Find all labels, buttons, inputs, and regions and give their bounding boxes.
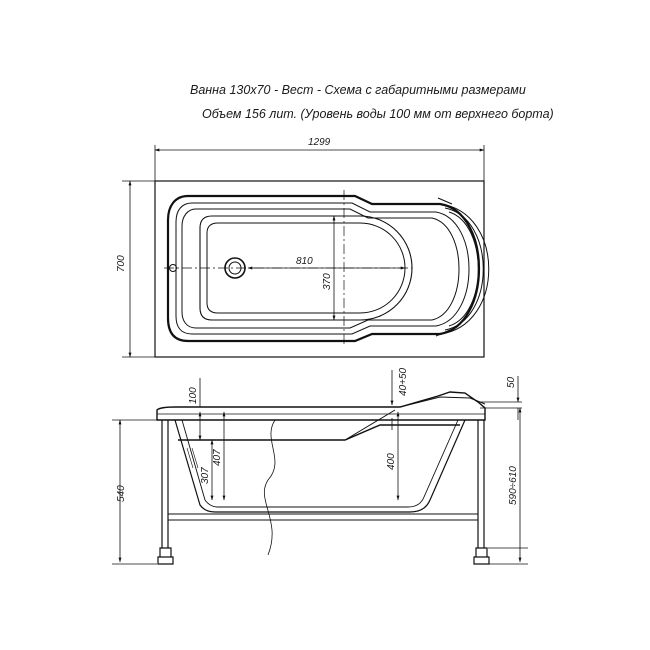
dim-length: 1299 — [308, 137, 331, 148]
dim-width: 700 — [116, 255, 127, 272]
drawing-subtitle: Объем 156 лит. (Уровень воды 100 мм от верхнего борта) — [202, 107, 554, 121]
dim-inner-width: 370 — [322, 273, 333, 290]
dim-rim-thickness: 50 — [506, 376, 517, 388]
dim-headrest: 40+50 — [398, 367, 409, 396]
dim-height: 540 — [116, 485, 127, 502]
dim-depth-mid: 407 — [212, 449, 223, 466]
side-view-dimensions — [112, 370, 528, 564]
dim-depth-low: 307 — [200, 467, 211, 484]
dim-inner-length: 810 — [296, 256, 313, 267]
left-foot-icon — [158, 548, 173, 564]
top-view-outer-rim — [155, 181, 484, 357]
dim-leg-range: 590÷610 — [508, 466, 519, 505]
side-view-rim — [157, 392, 485, 420]
dim-depth-high: 400 — [386, 453, 397, 470]
right-foot-icon — [474, 548, 489, 564]
top-view — [155, 181, 489, 357]
dim-rim-water: 100 — [188, 387, 199, 404]
drawing-title: Ванна 130х70 - Вест - Схема с габаритными размерами — [190, 83, 526, 97]
